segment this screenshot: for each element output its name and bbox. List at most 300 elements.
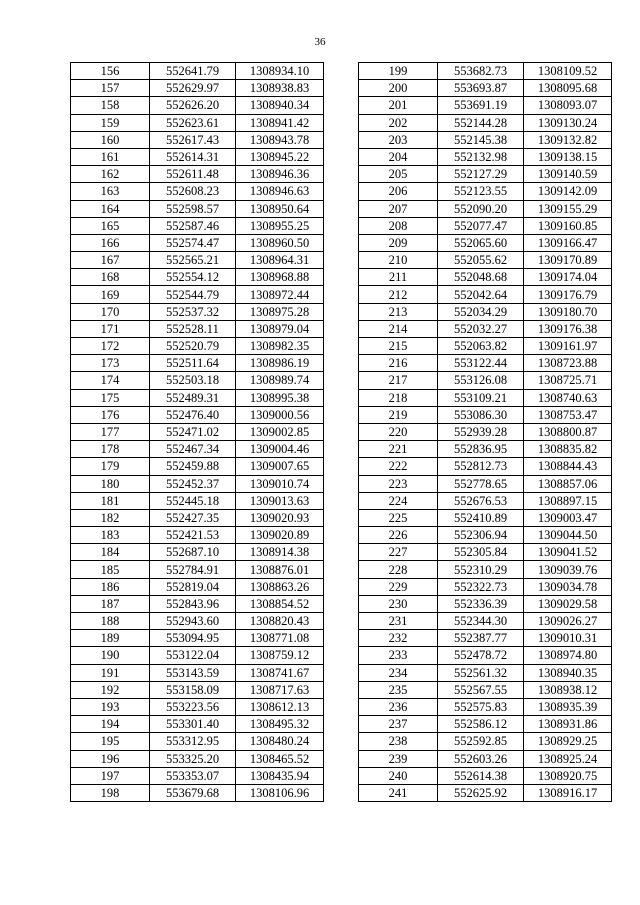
x-coordinate-cell: 552467.34 <box>150 441 236 458</box>
x-coordinate-cell: 552063.82 <box>438 338 524 355</box>
point-number-cell: 166 <box>71 234 150 251</box>
y-coordinate-cell: 1308940.35 <box>524 664 612 681</box>
y-coordinate-cell: 1308950.64 <box>236 200 324 217</box>
table-row <box>359 544 612 561</box>
table-row <box>359 767 612 784</box>
y-coordinate-cell: 1308480.24 <box>236 733 324 750</box>
x-coordinate-cell: 552427.35 <box>150 509 236 526</box>
table-row <box>359 509 612 526</box>
y-coordinate-cell: 1309004.46 <box>236 441 324 458</box>
y-coordinate-cell: 1309010.31 <box>524 630 612 647</box>
y-coordinate-cell: 1308435.94 <box>236 767 324 784</box>
point-number-cell: 205 <box>359 166 438 183</box>
table-row <box>71 595 324 612</box>
point-number-cell: 240 <box>359 767 438 784</box>
table-row <box>71 492 324 509</box>
y-coordinate-cell: 1308863.26 <box>236 578 324 595</box>
x-coordinate-cell: 552812.73 <box>438 458 524 475</box>
table-row <box>71 338 324 355</box>
table-row <box>359 492 612 509</box>
x-coordinate-cell: 552048.68 <box>438 269 524 286</box>
point-number-cell: 191 <box>71 664 150 681</box>
x-coordinate-cell: 552132.98 <box>438 148 524 165</box>
x-coordinate-cell: 552565.21 <box>150 252 236 269</box>
table-row <box>71 389 324 406</box>
x-coordinate-cell: 552471.02 <box>150 423 236 440</box>
point-number-cell: 207 <box>359 200 438 217</box>
point-number-cell: 195 <box>71 733 150 750</box>
y-coordinate-cell: 1308771.08 <box>236 630 324 647</box>
table-row <box>359 286 612 303</box>
table-row <box>71 458 324 475</box>
point-number-cell: 164 <box>71 200 150 217</box>
y-coordinate-cell: 1308717.63 <box>236 681 324 698</box>
table-row <box>71 544 324 561</box>
x-coordinate-cell: 552421.53 <box>150 527 236 544</box>
x-coordinate-cell: 553122.44 <box>438 355 524 372</box>
y-coordinate-cell: 1308723.88 <box>524 355 612 372</box>
y-coordinate-cell: 1309166.47 <box>524 234 612 251</box>
point-number-cell: 212 <box>359 286 438 303</box>
y-coordinate-cell: 1309007.65 <box>236 458 324 475</box>
table-row <box>71 406 324 423</box>
x-coordinate-cell: 552819.04 <box>150 578 236 595</box>
y-coordinate-cell: 1309041.52 <box>524 544 612 561</box>
table-row <box>359 166 612 183</box>
table-row <box>71 647 324 664</box>
point-number-cell: 200 <box>359 80 438 97</box>
x-coordinate-cell: 552445.18 <box>150 492 236 509</box>
table-row <box>71 578 324 595</box>
x-coordinate-cell: 552598.57 <box>150 200 236 217</box>
x-coordinate-cell: 553122.04 <box>150 647 236 664</box>
table-row <box>359 681 612 698</box>
x-coordinate-cell: 552310.29 <box>438 561 524 578</box>
y-coordinate-cell: 1308946.36 <box>236 166 324 183</box>
table-row <box>359 131 612 148</box>
y-coordinate-cell: 1308979.04 <box>236 320 324 337</box>
point-number-cell: 210 <box>359 252 438 269</box>
y-coordinate-cell: 1308916.17 <box>524 784 612 801</box>
y-coordinate-cell: 1309155.29 <box>524 200 612 217</box>
y-coordinate-cell: 1308800.87 <box>524 423 612 440</box>
y-coordinate-cell: 1308940.34 <box>236 97 324 114</box>
y-coordinate-cell: 1309140.59 <box>524 166 612 183</box>
x-coordinate-cell: 552503.18 <box>150 372 236 389</box>
x-coordinate-cell: 552123.55 <box>438 183 524 200</box>
x-coordinate-cell: 553353.07 <box>150 767 236 784</box>
point-number-cell: 225 <box>359 509 438 526</box>
point-number-cell: 221 <box>359 441 438 458</box>
y-coordinate-cell: 1308945.22 <box>236 148 324 165</box>
y-coordinate-cell: 1309132.82 <box>524 131 612 148</box>
point-number-cell: 238 <box>359 733 438 750</box>
table-row <box>71 733 324 750</box>
table-row <box>359 578 612 595</box>
y-coordinate-cell: 1308465.52 <box>236 750 324 767</box>
point-number-cell: 214 <box>359 320 438 337</box>
y-coordinate-cell: 1308854.52 <box>236 595 324 612</box>
x-coordinate-cell: 552943.60 <box>150 613 236 630</box>
point-number-cell: 169 <box>71 286 150 303</box>
y-coordinate-cell: 1308106.96 <box>236 784 324 801</box>
x-coordinate-cell: 552623.61 <box>150 114 236 131</box>
page-number: 36 <box>314 36 326 48</box>
table-row <box>71 114 324 131</box>
point-number-cell: 202 <box>359 114 438 131</box>
x-coordinate-cell: 552042.64 <box>438 286 524 303</box>
y-coordinate-cell: 1309176.79 <box>524 286 612 303</box>
table-row <box>71 681 324 698</box>
point-number-cell: 198 <box>71 784 150 801</box>
table-row <box>359 647 612 664</box>
x-coordinate-cell: 552537.32 <box>150 303 236 320</box>
y-coordinate-cell: 1308095.68 <box>524 80 612 97</box>
x-coordinate-cell: 552784.91 <box>150 561 236 578</box>
y-coordinate-cell: 1308968.88 <box>236 269 324 286</box>
point-number-cell: 230 <box>359 595 438 612</box>
table-row <box>71 355 324 372</box>
table-row <box>359 252 612 269</box>
point-number-cell: 157 <box>71 80 150 97</box>
point-number-cell: 178 <box>71 441 150 458</box>
x-coordinate-cell: 552614.38 <box>438 767 524 784</box>
point-number-cell: 208 <box>359 217 438 234</box>
x-coordinate-cell: 553682.73 <box>438 63 524 80</box>
point-number-cell: 156 <box>71 63 150 80</box>
point-number-cell: 160 <box>71 131 150 148</box>
x-coordinate-cell: 553223.56 <box>150 698 236 715</box>
point-number-cell: 231 <box>359 613 438 630</box>
point-number-cell: 234 <box>359 664 438 681</box>
point-number-cell: 171 <box>71 320 150 337</box>
x-coordinate-cell: 552489.31 <box>150 389 236 406</box>
y-coordinate-cell: 1308960.50 <box>236 234 324 251</box>
x-coordinate-cell: 552626.20 <box>150 97 236 114</box>
y-coordinate-cell: 1308820.43 <box>236 613 324 630</box>
x-coordinate-cell: 552065.60 <box>438 234 524 251</box>
table-row <box>71 767 324 784</box>
y-coordinate-cell: 1309180.70 <box>524 303 612 320</box>
point-number-cell: 204 <box>359 148 438 165</box>
x-coordinate-cell: 552336.39 <box>438 595 524 612</box>
table-row <box>71 148 324 165</box>
y-coordinate-cell: 1308935.39 <box>524 698 612 715</box>
point-number-cell: 174 <box>71 372 150 389</box>
table-row <box>359 80 612 97</box>
table-row <box>359 750 612 767</box>
x-coordinate-cell: 552586.12 <box>438 716 524 733</box>
table-row <box>71 183 324 200</box>
table-row <box>359 63 612 80</box>
point-number-cell: 237 <box>359 716 438 733</box>
table-row <box>359 269 612 286</box>
table-row <box>71 131 324 148</box>
y-coordinate-cell: 1309000.56 <box>236 406 324 423</box>
x-coordinate-cell: 553325.20 <box>150 750 236 767</box>
y-coordinate-cell: 1308982.35 <box>236 338 324 355</box>
y-coordinate-cell: 1308989.74 <box>236 372 324 389</box>
y-coordinate-cell: 1309026.27 <box>524 613 612 630</box>
point-number-cell: 159 <box>71 114 150 131</box>
x-coordinate-cell: 553086.30 <box>438 406 524 423</box>
y-coordinate-cell: 1309039.76 <box>524 561 612 578</box>
table-row <box>71 784 324 801</box>
x-coordinate-cell: 552836.95 <box>438 441 524 458</box>
point-number-cell: 194 <box>71 716 150 733</box>
table-row <box>71 613 324 630</box>
y-coordinate-cell: 1309170.89 <box>524 252 612 269</box>
x-coordinate-cell: 552608.23 <box>150 183 236 200</box>
table-row <box>359 183 612 200</box>
table-row <box>71 252 324 269</box>
table-row <box>71 80 324 97</box>
y-coordinate-cell: 1309003.47 <box>524 509 612 526</box>
point-number-cell: 186 <box>71 578 150 595</box>
x-coordinate-cell: 553312.95 <box>150 733 236 750</box>
point-number-cell: 233 <box>359 647 438 664</box>
table-row <box>359 716 612 733</box>
y-coordinate-cell: 1308897.15 <box>524 492 612 509</box>
x-coordinate-cell: 553693.87 <box>438 80 524 97</box>
y-coordinate-cell: 1309002.85 <box>236 423 324 440</box>
x-coordinate-cell: 552592.85 <box>438 733 524 750</box>
table-row <box>359 148 612 165</box>
x-coordinate-cell: 552687.10 <box>150 544 236 561</box>
point-number-cell: 188 <box>71 613 150 630</box>
point-number-cell: 193 <box>71 698 150 715</box>
y-coordinate-cell: 1308975.28 <box>236 303 324 320</box>
y-coordinate-cell: 1309174.04 <box>524 269 612 286</box>
x-coordinate-cell: 552306.94 <box>438 527 524 544</box>
y-coordinate-cell: 1309010.74 <box>236 475 324 492</box>
x-coordinate-cell: 552629.97 <box>150 80 236 97</box>
y-coordinate-cell: 1308929.25 <box>524 733 612 750</box>
x-coordinate-cell: 552520.79 <box>150 338 236 355</box>
table-row <box>359 733 612 750</box>
point-number-cell: 226 <box>359 527 438 544</box>
x-coordinate-cell: 552544.79 <box>150 286 236 303</box>
point-number-cell: 172 <box>71 338 150 355</box>
table-row <box>359 355 612 372</box>
table-row <box>71 423 324 440</box>
point-number-cell: 170 <box>71 303 150 320</box>
point-number-cell: 181 <box>71 492 150 509</box>
y-coordinate-cell: 1308972.44 <box>236 286 324 303</box>
y-coordinate-cell: 1308938.83 <box>236 80 324 97</box>
point-number-cell: 217 <box>359 372 438 389</box>
x-coordinate-cell: 552476.40 <box>150 406 236 423</box>
point-number-cell: 216 <box>359 355 438 372</box>
table-row <box>359 372 612 389</box>
table-row <box>71 509 324 526</box>
x-coordinate-cell: 552939.28 <box>438 423 524 440</box>
point-number-cell: 209 <box>359 234 438 251</box>
y-coordinate-cell: 1309020.93 <box>236 509 324 526</box>
table-row <box>359 303 612 320</box>
point-number-cell: 239 <box>359 750 438 767</box>
table-row <box>71 269 324 286</box>
y-coordinate-cell: 1309013.63 <box>236 492 324 509</box>
x-coordinate-cell: 552625.92 <box>438 784 524 801</box>
table-row <box>359 97 612 114</box>
x-coordinate-cell: 552843.96 <box>150 595 236 612</box>
point-number-cell: 235 <box>359 681 438 698</box>
point-number-cell: 213 <box>359 303 438 320</box>
y-coordinate-cell: 1308964.31 <box>236 252 324 269</box>
table-row <box>71 303 324 320</box>
point-number-cell: 182 <box>71 509 150 526</box>
y-coordinate-cell: 1308753.47 <box>524 406 612 423</box>
point-number-cell: 189 <box>71 630 150 647</box>
point-number-cell: 177 <box>71 423 150 440</box>
x-coordinate-cell: 552617.43 <box>150 131 236 148</box>
y-coordinate-cell: 1308934.10 <box>236 63 324 80</box>
y-coordinate-cell: 1308741.67 <box>236 664 324 681</box>
x-coordinate-cell: 553126.08 <box>438 372 524 389</box>
x-coordinate-cell: 552778.65 <box>438 475 524 492</box>
y-coordinate-cell: 1308495.32 <box>236 716 324 733</box>
y-coordinate-cell: 1308759.12 <box>236 647 324 664</box>
y-coordinate-cell: 1308995.38 <box>236 389 324 406</box>
table-row <box>359 234 612 251</box>
table-row <box>71 286 324 303</box>
y-coordinate-cell: 1309130.24 <box>524 114 612 131</box>
table-row <box>71 475 324 492</box>
table-row <box>359 423 612 440</box>
point-number-cell: 227 <box>359 544 438 561</box>
table-row <box>71 441 324 458</box>
table-row <box>71 200 324 217</box>
x-coordinate-cell: 553143.59 <box>150 664 236 681</box>
point-number-cell: 218 <box>359 389 438 406</box>
y-coordinate-cell: 1309044.50 <box>524 527 612 544</box>
x-coordinate-cell: 553301.40 <box>150 716 236 733</box>
table-row <box>71 561 324 578</box>
y-coordinate-cell: 1308941.42 <box>236 114 324 131</box>
table-row <box>71 320 324 337</box>
x-coordinate-cell: 552055.62 <box>438 252 524 269</box>
x-coordinate-cell: 552410.89 <box>438 509 524 526</box>
y-coordinate-cell: 1308725.71 <box>524 372 612 389</box>
point-number-cell: 185 <box>71 561 150 578</box>
table-row <box>359 114 612 131</box>
table-row <box>359 441 612 458</box>
point-number-cell: 201 <box>359 97 438 114</box>
point-number-cell: 161 <box>71 148 150 165</box>
point-number-cell: 175 <box>71 389 150 406</box>
point-number-cell: 190 <box>71 647 150 664</box>
point-number-cell: 173 <box>71 355 150 372</box>
x-coordinate-cell: 552478.72 <box>438 647 524 664</box>
x-coordinate-cell: 552587.46 <box>150 217 236 234</box>
y-coordinate-cell: 1309034.78 <box>524 578 612 595</box>
table-row <box>71 527 324 544</box>
point-number-cell: 222 <box>359 458 438 475</box>
y-coordinate-cell: 1309138.15 <box>524 148 612 165</box>
x-coordinate-cell: 552034.29 <box>438 303 524 320</box>
x-coordinate-cell: 552567.55 <box>438 681 524 698</box>
y-coordinate-cell: 1308740.63 <box>524 389 612 406</box>
y-coordinate-cell: 1308844.43 <box>524 458 612 475</box>
x-coordinate-cell: 552322.73 <box>438 578 524 595</box>
x-coordinate-cell: 552452.37 <box>150 475 236 492</box>
y-coordinate-cell: 1308109.52 <box>524 63 612 80</box>
point-number-cell: 211 <box>359 269 438 286</box>
point-number-cell: 183 <box>71 527 150 544</box>
x-coordinate-cell: 552344.30 <box>438 613 524 630</box>
point-number-cell: 224 <box>359 492 438 509</box>
y-coordinate-cell: 1309176.38 <box>524 320 612 337</box>
y-coordinate-cell: 1308914.38 <box>236 544 324 561</box>
point-number-cell: 187 <box>71 595 150 612</box>
point-number-cell: 228 <box>359 561 438 578</box>
point-number-cell: 232 <box>359 630 438 647</box>
table-row <box>71 234 324 251</box>
point-number-cell: 219 <box>359 406 438 423</box>
y-coordinate-cell: 1308835.82 <box>524 441 612 458</box>
y-coordinate-cell: 1308974.80 <box>524 647 612 664</box>
point-number-cell: 162 <box>71 166 150 183</box>
table-row <box>359 406 612 423</box>
table-row <box>71 217 324 234</box>
x-coordinate-cell: 553109.21 <box>438 389 524 406</box>
x-coordinate-cell: 552305.84 <box>438 544 524 561</box>
x-coordinate-cell: 552575.83 <box>438 698 524 715</box>
table-row <box>71 372 324 389</box>
x-coordinate-cell: 552603.26 <box>438 750 524 767</box>
x-coordinate-cell: 552574.47 <box>150 234 236 251</box>
x-coordinate-cell: 552144.28 <box>438 114 524 131</box>
table-row <box>71 630 324 647</box>
x-coordinate-cell: 553679.68 <box>150 784 236 801</box>
y-coordinate-cell: 1308931.86 <box>524 716 612 733</box>
table-row <box>359 561 612 578</box>
x-coordinate-cell: 552611.48 <box>150 166 236 183</box>
table-row <box>359 320 612 337</box>
y-coordinate-cell: 1308920.75 <box>524 767 612 784</box>
table-row <box>359 613 612 630</box>
x-coordinate-cell: 552554.12 <box>150 269 236 286</box>
y-coordinate-cell: 1308946.63 <box>236 183 324 200</box>
x-coordinate-cell: 552676.53 <box>438 492 524 509</box>
point-number-cell: 236 <box>359 698 438 715</box>
y-coordinate-cell: 1308943.78 <box>236 131 324 148</box>
y-coordinate-cell: 1309161.97 <box>524 338 612 355</box>
point-number-cell: 158 <box>71 97 150 114</box>
x-coordinate-cell: 552032.27 <box>438 320 524 337</box>
x-coordinate-cell: 552145.38 <box>438 131 524 148</box>
table-row <box>359 784 612 801</box>
point-number-cell: 203 <box>359 131 438 148</box>
table-row <box>71 750 324 767</box>
x-coordinate-cell: 552561.32 <box>438 664 524 681</box>
point-number-cell: 163 <box>71 183 150 200</box>
table-row <box>359 338 612 355</box>
table-row <box>71 97 324 114</box>
coordinates-table-left <box>70 62 324 802</box>
x-coordinate-cell: 552090.20 <box>438 200 524 217</box>
y-coordinate-cell: 1308876.01 <box>236 561 324 578</box>
y-coordinate-cell: 1308986.19 <box>236 355 324 372</box>
x-coordinate-cell: 553094.95 <box>150 630 236 647</box>
table-row <box>71 166 324 183</box>
x-coordinate-cell: 553158.09 <box>150 681 236 698</box>
table-row <box>359 389 612 406</box>
point-number-cell: 167 <box>71 252 150 269</box>
table-row <box>359 527 612 544</box>
x-coordinate-cell: 552641.79 <box>150 63 236 80</box>
